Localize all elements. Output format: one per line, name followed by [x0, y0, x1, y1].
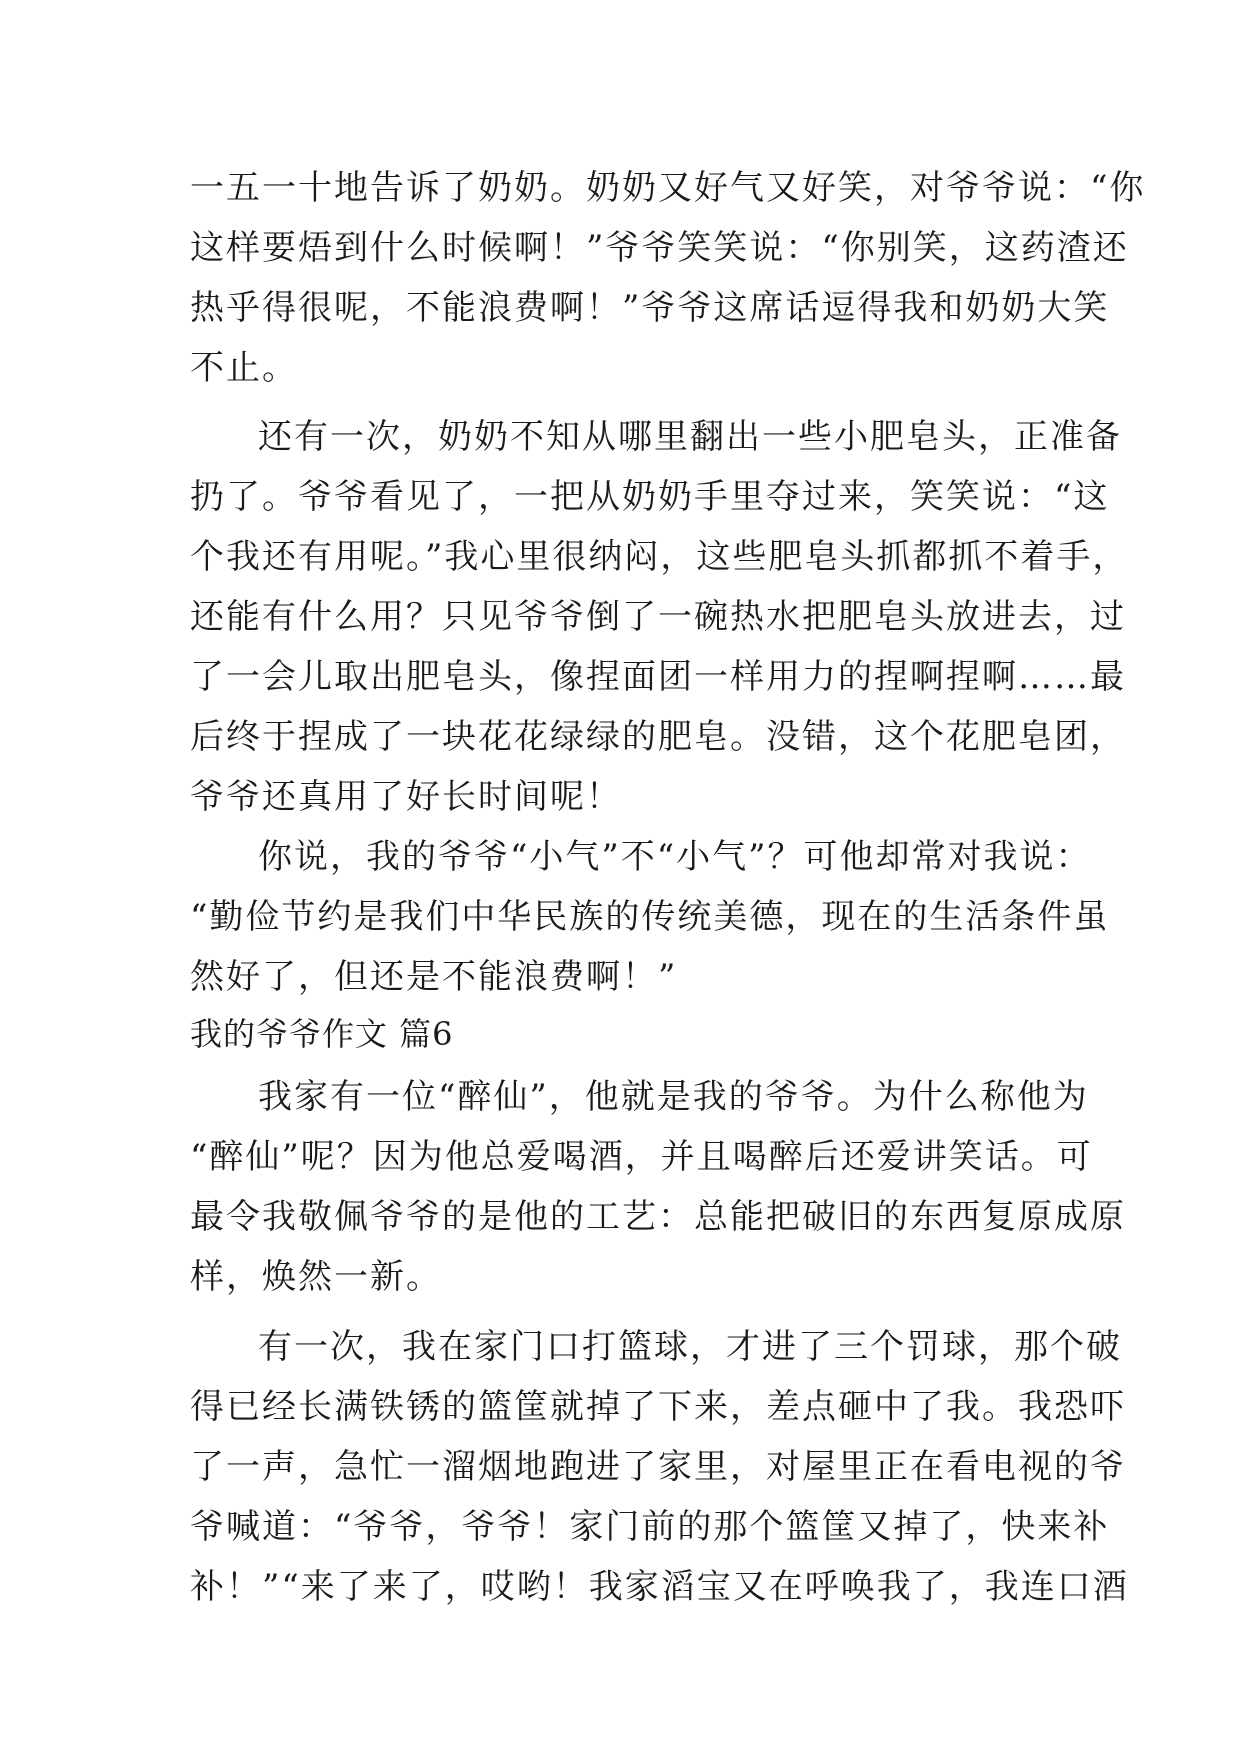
- paragraph-first-line: 还有一次，奶奶不知从哪里翻出一些小肥皂头，正准备: [258, 417, 1122, 457]
- text-line: 了一会儿取出肥皂头，像捏面团一样用力的捏啊捏啊……最: [190, 657, 1126, 697]
- text-line: 一五一十地告诉了奶奶。奶奶又好气又好笑，对爷爷说：“你: [190, 168, 1146, 208]
- text-line: 了一声，急忙一溜烟地跑进了家里，对屋里正在看电视的爷: [190, 1447, 1126, 1487]
- text-line: 然好了，但还是不能浪费啊！”: [190, 957, 678, 997]
- text-line: 扔了。爷爷看见了，一把从奶奶手里夺过来，笑笑说：“这: [190, 477, 1110, 517]
- text-line: “勤俭节约是我们中华民族的传统美德，现在的生活条件虽: [190, 897, 1110, 937]
- text-line: 不止。: [190, 348, 298, 388]
- text-line: 得已经长满铁锈的篮筐就掉了下来，差点砸中了我。我恐吓: [190, 1387, 1126, 1427]
- text-line: 还能有什么用？只见爷爷倒了一碗热水把肥皂头放进去，过: [190, 597, 1126, 637]
- text-line: 最令我敬佩爷爷的是他的工艺：总能把破旧的东西复原成原: [190, 1197, 1126, 1237]
- paragraph-first-line: 你说，我的爷爷“小气”不“小气”？可他却常对我说：: [258, 837, 1092, 877]
- text-line: “醉仙”呢？因为他总爱喝酒，并且喝醉后还爱讲笑话。可: [190, 1137, 1093, 1177]
- text-line: 样，焕然一新。: [190, 1257, 442, 1297]
- paragraph-first-line: 有一次，我在家门口打篮球，才进了三个罚球，那个破: [258, 1327, 1122, 1367]
- text-line: 爷喊道：“爷爷，爷爷！家门前的那个篮筐又掉了，快来补: [190, 1507, 1110, 1547]
- text-line: 后终于捏成了一块花花绿绿的肥皂。没错，这个花肥皂团，: [190, 717, 1126, 757]
- text-line: 这样要焐到什么时候啊！”爷爷笑笑说：“你别笑，这药渣还: [190, 228, 1129, 268]
- text-line: 热乎得很呢，不能浪费啊！”爷爷这席话逗得我和奶奶大笑: [190, 288, 1110, 328]
- paragraph-first-line: 我家有一位“醉仙”，他就是我的爷爷。为什么称他为: [258, 1077, 1089, 1117]
- text-line: 爷爷还真用了好长时间呢！: [190, 777, 622, 817]
- text-line: 补！”“来了来了，哎哟！我家滔宝又在呼唤我了，我连口酒: [190, 1567, 1129, 1607]
- text-line: 个我还有用呢。”我心里很纳闷，这些肥皂头抓都抓不着手，: [190, 537, 1129, 577]
- section-title: 我的爷爷作文 篇6: [190, 1015, 454, 1053]
